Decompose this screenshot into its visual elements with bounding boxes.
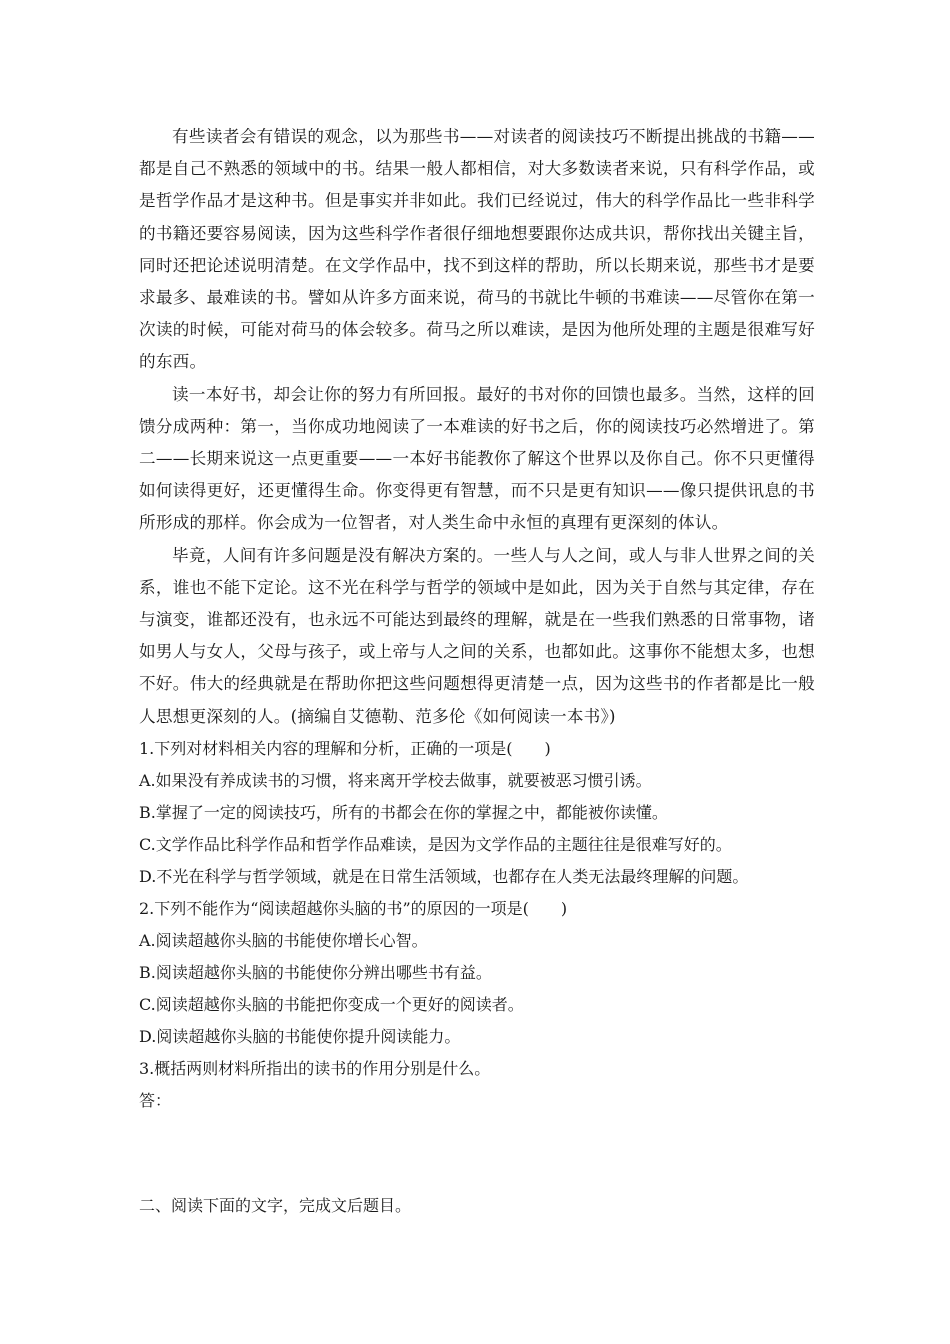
question-2-option-d: D.阅读超越你头脑的书能使你提升阅读能力。 bbox=[139, 1026, 461, 1046]
question-1-option-a: A.如果没有养成读书的习惯，将来离开学校去做事，就要被恶习惯引诱。 bbox=[139, 770, 652, 790]
question-1-option-d: D.不光在科学与哲学领域，就是在日常生活领域，也都存在人类无法最终理解的问题。 bbox=[139, 866, 749, 886]
answer-label: 答： bbox=[139, 1090, 172, 1110]
question-1-stem: 1.下列对材料相关内容的理解和分析，正确的一项是( ) bbox=[139, 738, 551, 758]
question-3-stem: 3.概括两则材料所指出的读书的作用分别是什么。 bbox=[139, 1058, 491, 1078]
passage-paragraph-3: 毕竟，人间有许多问题是没有解决方案的。一些人与人之间，或人与非人世界之间的关系，谁也不能下定论。这不光在科学与哲学的领域中是如此，因为关于自然与其定律，存在与演变，谁都还没有，也永远不可能达到最终的理解，就是在一些我们熟悉的日常事物，诸如男人与女人，父母与孩子，或上帝与人之间的关系，也都如此。这事你不能想太多，也想不好。伟大的经典就是在帮助你把这些问题想得更清楚一点，因为这些书的作者都是比一般人思想更深刻的人。(摘编自艾德勒、范多伦《如何阅读一本书》) bbox=[139, 545, 815, 726]
question-2-option-c: C.阅读超越你头脑的书能把你变成一个更好的阅读者。 bbox=[139, 994, 524, 1014]
question-2-stem: 2.下列不能作为“阅读超越你头脑的书”的原因的一项是( ) bbox=[139, 898, 568, 918]
question-1-option-c: C.文学作品比科学作品和哲学作品难读，是因为文学作品的主题往往是很难写好的。 bbox=[139, 834, 732, 854]
document-body bbox=[139, 121, 815, 1117]
question-2-option-b: B.阅读超越你头脑的书能使你分辨出哪些书有益。 bbox=[139, 962, 492, 982]
section-2-heading: 二、阅读下面的文字，完成文后题目。 bbox=[139, 1196, 412, 1215]
passage-paragraph-2: 读一本好书，却会让你的努力有所回报。最好的书对你的回馈也最多。当然，这样的回馈分成两种：第一，当你成功地阅读了一本难读的好书之后，你的阅读技巧必然增进了。第二——长期来说这一点更重要——一本好书能教你了解这个世界以及你自己。你不只更懂得如何读得更好，还更懂得生命。你变得更有智慧，而不只是更有知识——像只提供讯息的书所形成的那样。你会成为一位智者，对人类生命中永恒的真理有更深刻的体认。 bbox=[139, 384, 815, 533]
question-2-option-a: A.阅读超越你头脑的书能使你增长心智。 bbox=[139, 930, 428, 950]
passage-paragraph-1: 有些读者会有错误的观念，以为那些书——对读者的阅读技巧不断提出挑战的书籍——都是自己不熟悉的领域中的书。结果一般人都相信，对大多数读者来说，只有科学作品，或是哲学作品才是这种书。但是事实并非如此。我们已经说过，伟大的科学作品比一些非科学的书籍还要容易阅读，因为这些科学作者很仔细地想要跟你达成共识，帮你找出关键主旨，同时还把论述说明清楚。在文学作品中，找不到这样的帮助，所以长期来说，那些书才是要求最多、最难读的书。譬如从许多方面来说，荷马的书就比牛顿的书难读——尽管你在第一次读的时候，可能对荷马的体会较多。荷马之所以难读，是因为他所处理的主题是很难写好的东西。 bbox=[139, 127, 815, 372]
question-1-option-b: B.掌握了一定的阅读技巧，所有的书都会在你的掌握之中，都能被你读懂。 bbox=[139, 802, 668, 822]
